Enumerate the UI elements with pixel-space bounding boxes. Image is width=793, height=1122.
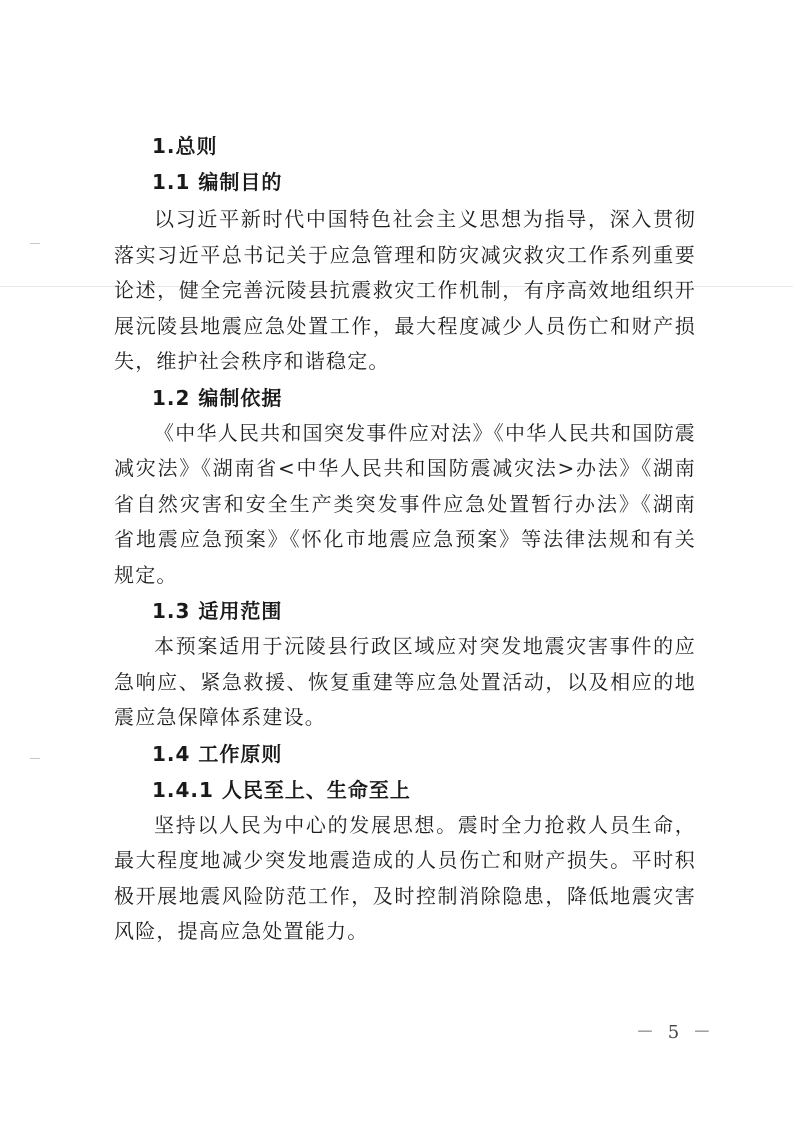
paragraph-scope: 本预案适用于沅陵县行政区域应对突发地震灾害事件的应急响应、紧急救援、恢复重建等应急处置活动，以及相应的地震应急保障体系建设。	[114, 634, 696, 729]
heading-people-first: 1.4.1 人民至上、生命至上	[152, 777, 411, 802]
document-body	[114, 128, 696, 950]
paragraph-basis: 《中华人民共和国突发事件应对法》《中华人民共和国防震减灾法》《湖南省<中华人民共和国防震减灾法>办法》《湖南省自然灾害和安全生产类突发事件应急处置暂行办法》《湖南省地震应急预案》《怀化市地震应急预案》等法律法规和有关规定。	[114, 420, 696, 587]
heading-scope: 1.3 适用范围	[152, 599, 283, 623]
heading-general-principles: 1.总则	[152, 134, 218, 158]
margin-mark	[30, 243, 40, 244]
heading-basis: 1.2 编制依据	[152, 385, 283, 410]
paragraph-people-first: 坚持以人民为中心的发展思想。震时全力抢救人员生命，最大程度地减少突发地震造成的人员伤亡和财产损失。平时积极开展地震风险防范工作，及时控制消除隐患，降低地震灾害风险，提高应急处置能力。	[114, 812, 696, 943]
heading-purpose: 1.1 编制目的	[152, 170, 283, 194]
heading-working-principles: 1.4 工作原则	[152, 741, 283, 766]
page-number: － 5 －	[636, 1022, 715, 1043]
margin-mark	[30, 758, 40, 759]
paragraph-purpose: 以习近平新时代中国特色社会主义思想为指导，深入贯彻落实习近平总书记关于应急管理和防灾减灾救灾工作系列重要论述，健全完善沅陵县抗震救灾工作机制，有序高效地组织开展沅陵县地震应急处置工作，最大程度减少人员伤亡和财产损失，维护社会秩序和谐稳定。	[114, 207, 696, 373]
